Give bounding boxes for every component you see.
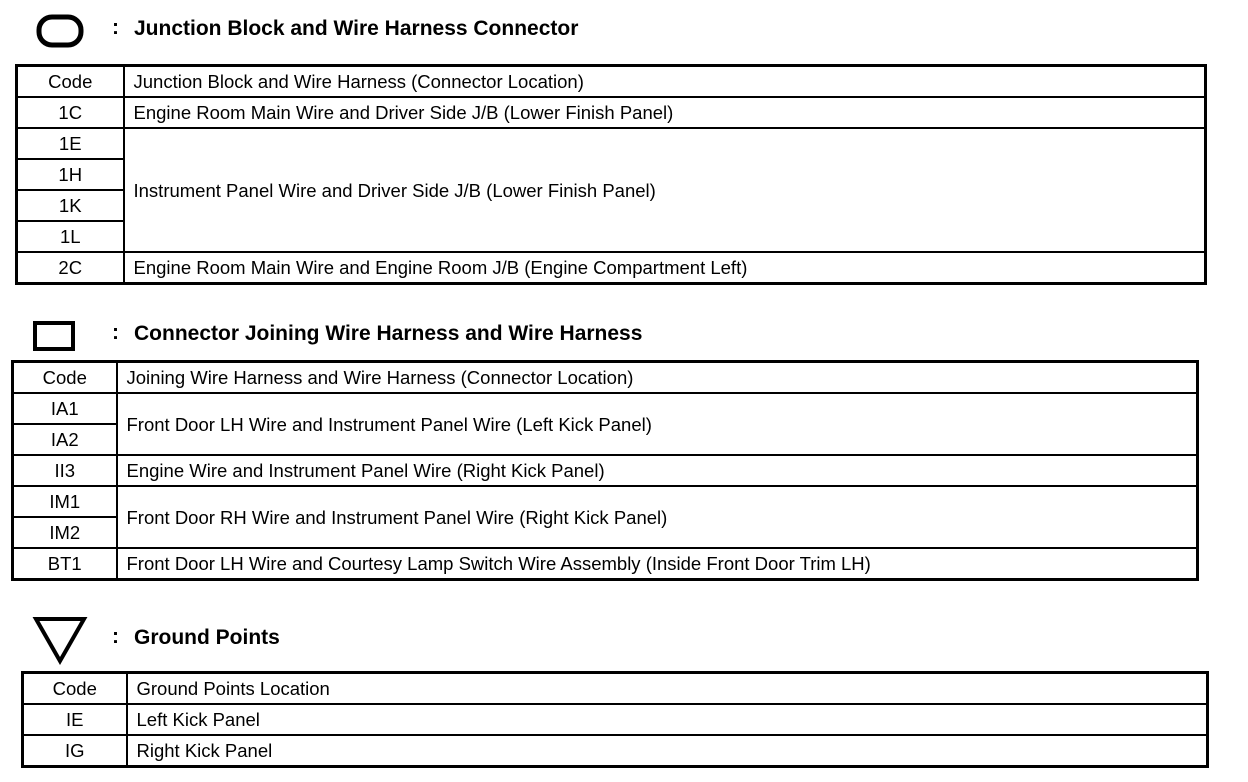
junction-block-table <box>15 64 1207 285</box>
table-header-row <box>13 362 1198 394</box>
row-description: Front Door RH Wire and Instrument Panel Wire (Right Kick Panel) <box>117 486 1198 548</box>
row-code: IM2 <box>13 517 117 548</box>
row-description: Front Door LH Wire and Instrument Panel Wire (Left Kick Panel) <box>117 393 1198 455</box>
table-row <box>13 548 1198 580</box>
row-description: Engine Room Main Wire and Driver Side J/B (Lower Finish Panel) <box>124 97 1206 128</box>
rounded-oval-symbol <box>36 14 84 48</box>
table-row <box>13 486 1198 517</box>
heading-colon: : <box>112 625 119 648</box>
row-description: Instrument Panel Wire and Driver Side J/B (Lower Finish Panel) <box>124 128 1206 252</box>
section-title-junction-block: Junction Block and Wire Harness Connector <box>134 17 579 40</box>
header-description: Joining Wire Harness and Wire Harness (Connector Location) <box>117 362 1198 394</box>
row-description: Engine Wire and Instrument Panel Wire (Right Kick Panel) <box>117 455 1198 486</box>
section-title-ground-points: Ground Points <box>134 626 280 649</box>
table-row <box>13 393 1198 424</box>
table-row <box>23 735 1208 767</box>
heading-colon: : <box>112 321 119 344</box>
row-code: BT1 <box>13 548 117 580</box>
row-code: IA2 <box>13 424 117 455</box>
table-row <box>23 704 1208 735</box>
row-description: Left Kick Panel <box>127 704 1208 735</box>
table-row <box>17 97 1206 128</box>
row-code: 1K <box>17 190 124 221</box>
connector-joining-table <box>11 360 1199 581</box>
row-code: IA1 <box>13 393 117 424</box>
row-code: 2C <box>17 252 124 284</box>
table-row <box>17 128 1206 159</box>
row-description: Right Kick Panel <box>127 735 1208 767</box>
row-code: 1H <box>17 159 124 190</box>
table-header-row <box>17 66 1206 98</box>
row-code: 1C <box>17 97 124 128</box>
triangle-symbol <box>32 615 88 665</box>
row-description: Front Door LH Wire and Courtesy Lamp Switch Wire Assembly (Inside Front Door Trim LH) <box>117 548 1198 580</box>
row-code: IG <box>23 735 127 767</box>
table-row <box>13 455 1198 486</box>
table-header-row <box>23 673 1208 705</box>
header-description: Ground Points Location <box>127 673 1208 705</box>
section-title-connector-joining: Connector Joining Wire Harness and Wire Harness <box>134 322 643 345</box>
row-code: II3 <box>13 455 117 486</box>
ground-points-table <box>21 671 1209 768</box>
heading-colon: : <box>112 16 119 39</box>
header-code: Code <box>17 66 124 98</box>
rectangle-symbol <box>33 320 77 354</box>
header-code: Code <box>23 673 127 705</box>
row-code: 1E <box>17 128 124 159</box>
header-code: Code <box>13 362 117 394</box>
row-description: Engine Room Main Wire and Engine Room J/B (Engine Compartment Left) <box>124 252 1206 284</box>
table-row <box>17 252 1206 284</box>
row-code: IM1 <box>13 486 117 517</box>
row-code: IE <box>23 704 127 735</box>
row-code: 1L <box>17 221 124 252</box>
header-description: Junction Block and Wire Harness (Connector Location) <box>124 66 1206 98</box>
